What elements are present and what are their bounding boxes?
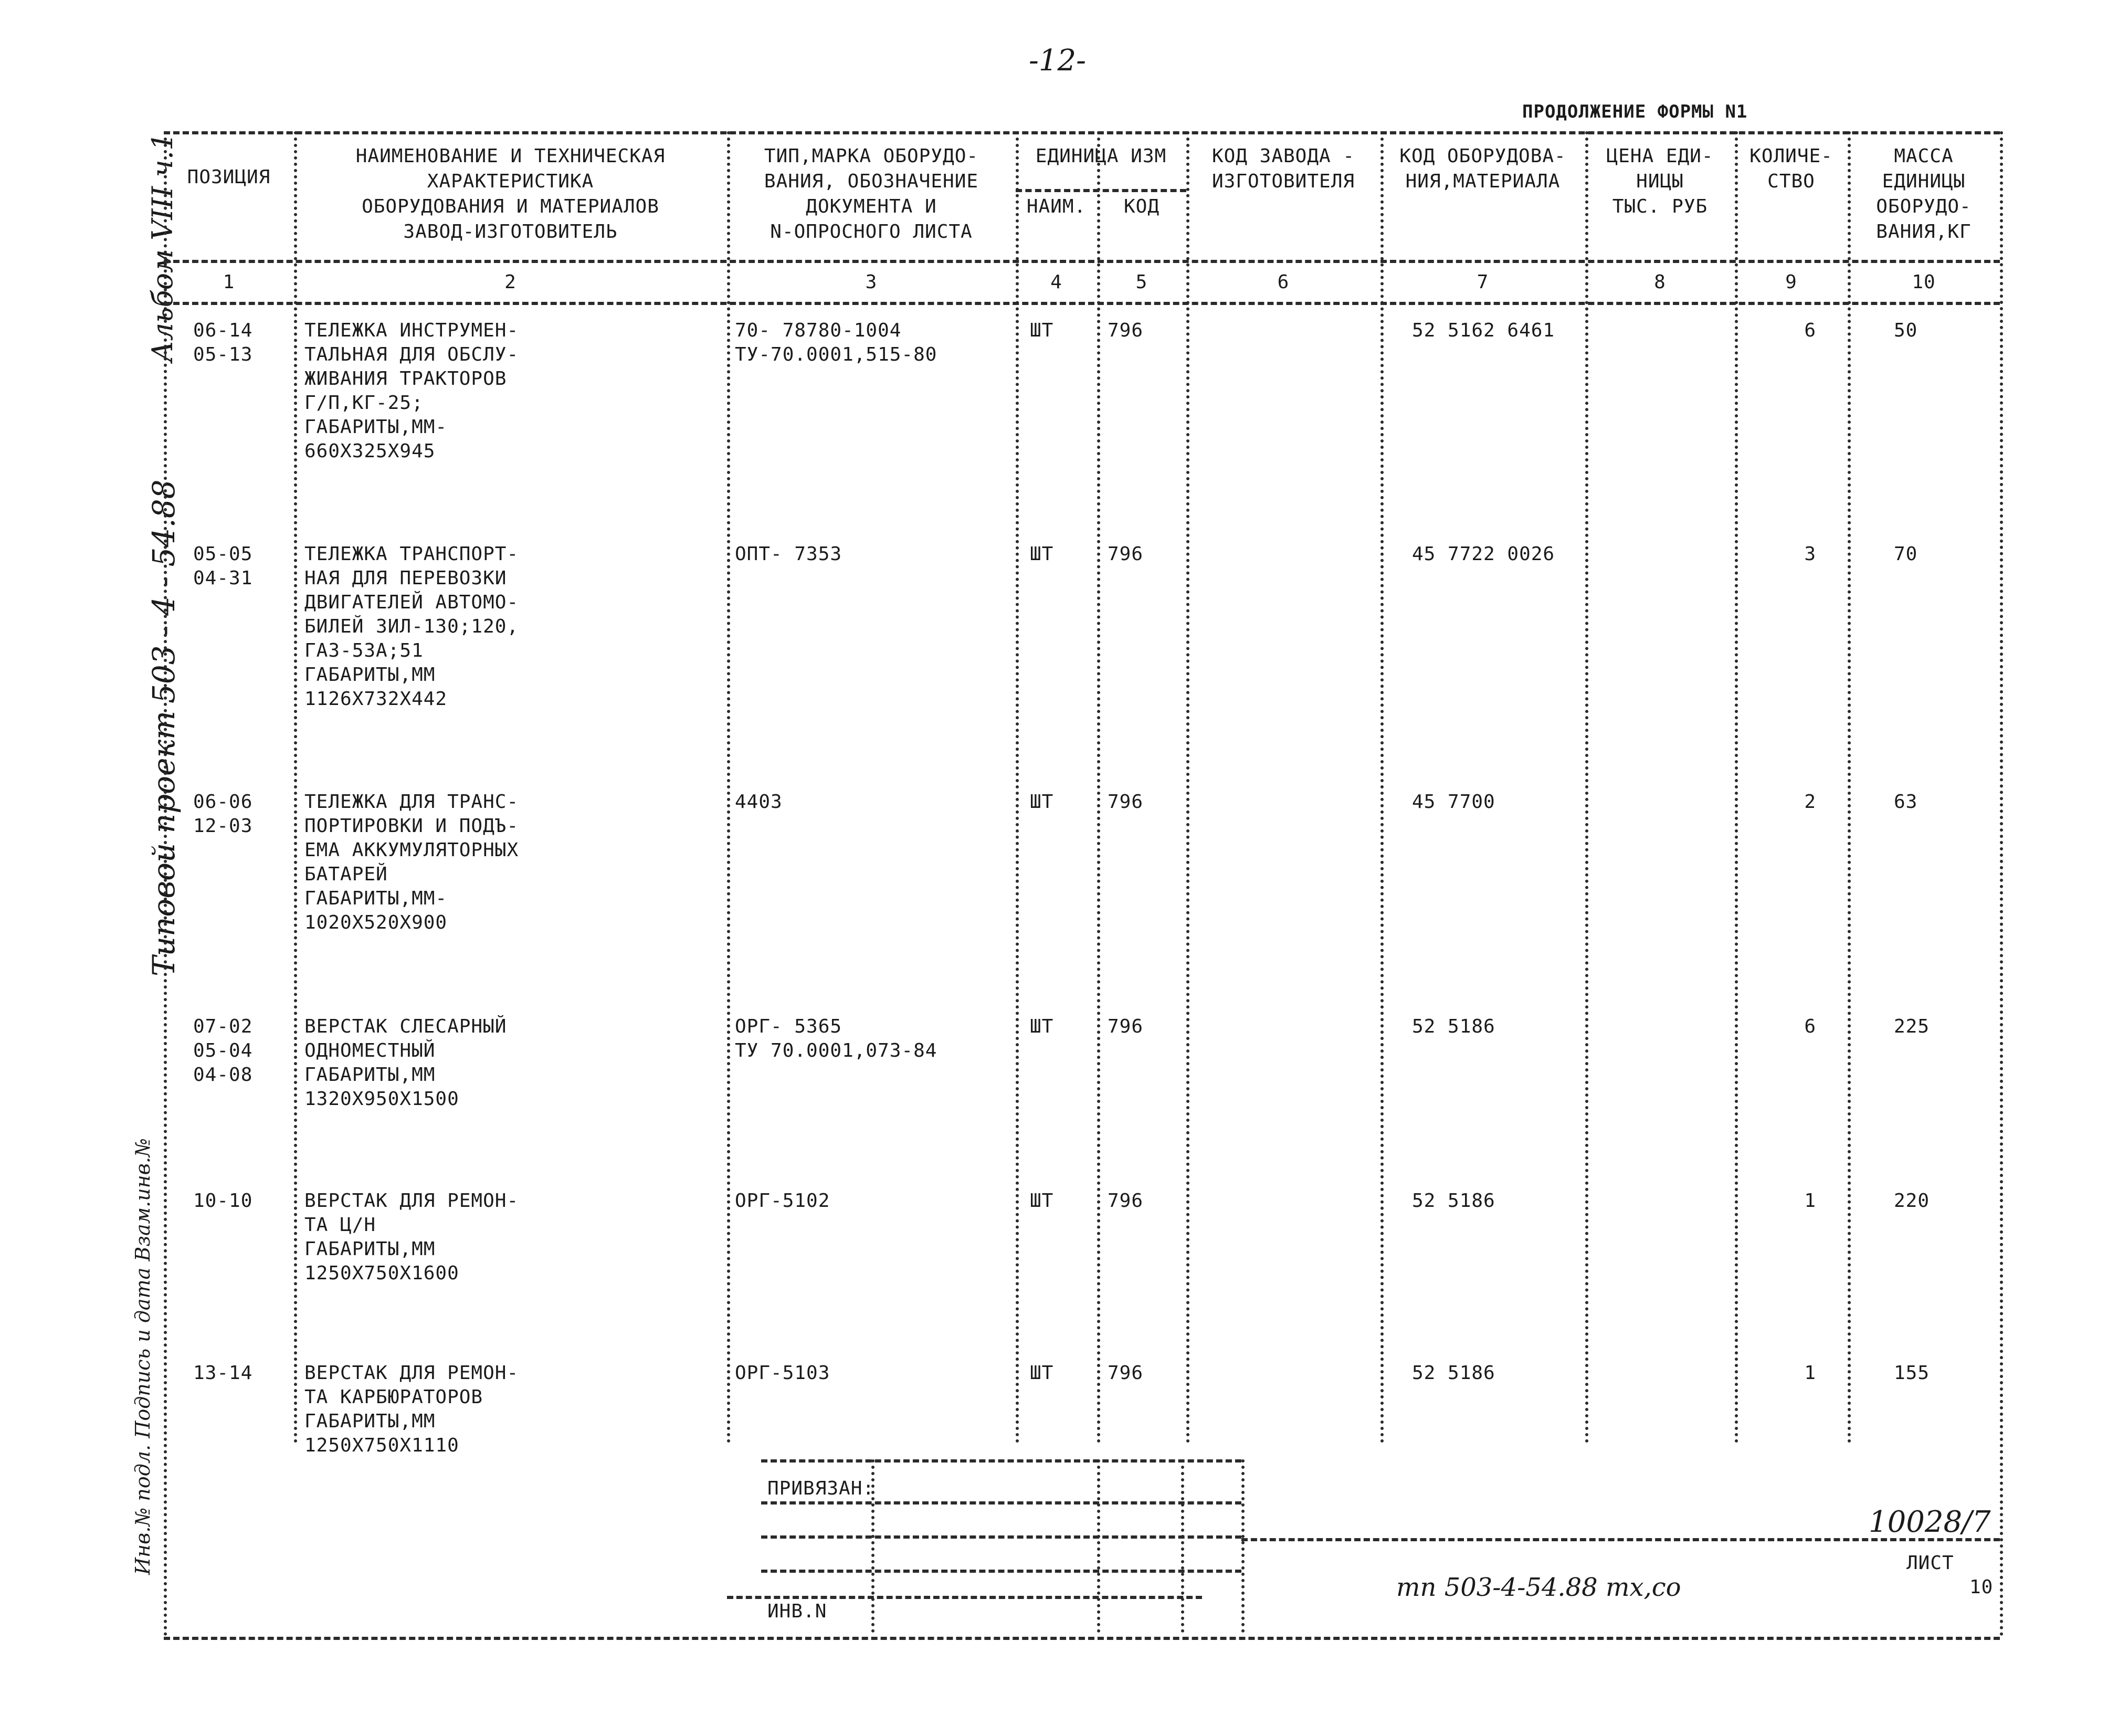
- header-col45-line: ЕДИНИЦА ИЗМ: [1035, 145, 1167, 167]
- table-rule: [727, 1596, 1202, 1599]
- row-position: 05-04: [193, 1040, 253, 1061]
- row-equipment-code: 52 5186: [1412, 1190, 1495, 1212]
- column-number: 8: [1654, 271, 1666, 293]
- row-name: ТАЛЬНАЯ ДЛЯ ОБСЛУ-: [304, 344, 519, 365]
- column-number: 1: [223, 271, 235, 293]
- table-rule: [164, 302, 2000, 305]
- column-number: 6: [1277, 271, 1290, 293]
- row-quantity: 3: [1804, 543, 1816, 565]
- column-divider: [1848, 131, 1851, 1444]
- header-col10-line: ОБОРУДО-: [1876, 196, 1972, 217]
- row-quantity: 1: [1804, 1190, 1816, 1212]
- table-rule: [1016, 189, 1186, 192]
- column-divider: [1097, 131, 1100, 1444]
- column-number: 9: [1785, 271, 1797, 293]
- row-unit: ШТ: [1030, 1190, 1054, 1212]
- row-name: ТЕЛЕЖКА ИНСТРУМЕН-: [304, 320, 519, 341]
- sheet-label: ЛИСТ: [1906, 1552, 1954, 1574]
- table-rule: [761, 1570, 1241, 1573]
- row-name: ГАБАРИТЫ,ММ: [304, 1411, 436, 1432]
- header-col6-line: КОД ЗАВОДА -: [1211, 145, 1355, 167]
- row-name: 1250X750X1110: [304, 1435, 459, 1456]
- column-divider: [1097, 1459, 1100, 1633]
- header-col7-line: НИЯ,МАТЕРИАЛА: [1405, 171, 1561, 192]
- row-quantity: 6: [1804, 1016, 1816, 1037]
- header-col3-line: ТИП,МАРКА ОБОРУДО-: [764, 145, 979, 167]
- row-type: ОРГ- 5365: [735, 1016, 842, 1037]
- header-col10-line: МАССА: [1894, 145, 1954, 167]
- column-divider: [2000, 131, 2003, 1637]
- row-name: ВЕРСТАК ДЛЯ РЕМОН-: [304, 1362, 519, 1384]
- row-name: ЖИВАНИЯ ТРАКТОРОВ: [304, 368, 507, 390]
- header-col6-line: ИЗГОТОВИТЕЛЯ: [1211, 171, 1355, 192]
- column-number: 2: [504, 271, 517, 293]
- row-name: БИЛЕЙ ЗИЛ-130;120,: [304, 616, 519, 637]
- header-col1-line: ПОЗИЦИЯ: [187, 166, 271, 188]
- row-name: БАТАРЕЙ: [304, 864, 388, 885]
- row-mass: 50: [1894, 320, 1918, 341]
- header-col3-line: N-ОПРОСНОГО ЛИСТА: [770, 221, 973, 243]
- row-position: 07-02: [193, 1016, 253, 1037]
- row-unit-code: 796: [1108, 320, 1144, 341]
- row-mass: 63: [1894, 791, 1918, 813]
- row-position: 13-14: [193, 1362, 253, 1384]
- column-number: 7: [1477, 271, 1489, 293]
- handwritten-number: 10028/7: [1869, 1505, 1991, 1539]
- row-unit-code: 796: [1108, 1016, 1144, 1037]
- row-position: 04-31: [193, 567, 253, 589]
- row-name: 1250X750X1600: [304, 1262, 459, 1284]
- column-number: 3: [865, 271, 878, 293]
- row-name: Г/П,КГ-25;: [304, 392, 424, 414]
- bound-label: ПРИВЯЗАН:: [767, 1478, 875, 1499]
- header-col9-line: СТВО: [1767, 171, 1815, 192]
- row-unit: ШТ: [1030, 1016, 1054, 1037]
- row-equipment-code: 52 5162 6461: [1412, 320, 1555, 341]
- header-col2-line: ХАРАКТЕРИСТИКА: [427, 171, 594, 192]
- table-rule: [761, 1501, 1241, 1504]
- header-col2-line: НАИМЕНОВАНИЕ И ТЕХНИЧЕСКАЯ: [355, 145, 666, 167]
- row-equipment-code: 45 7722 0026: [1412, 543, 1555, 565]
- header-col4: НАИМ.: [1026, 196, 1087, 217]
- inventory-label: ИНВ.N: [767, 1601, 827, 1622]
- row-type: ОРГ-5102: [735, 1190, 830, 1212]
- header-col9-line: КОЛИЧЕ-: [1749, 145, 1833, 167]
- row-name: ТЕЛЕЖКА ТРАНСПОРТ-: [304, 543, 519, 565]
- row-unit-code: 796: [1108, 543, 1144, 565]
- column-divider: [1016, 131, 1019, 1444]
- header-col10-line: ВАНИЯ,КГ: [1876, 221, 1972, 243]
- header-col7-line: КОД ОБОРУДОВА-: [1399, 145, 1566, 167]
- header-col10-line: ЕДИНИЦЫ: [1882, 171, 1966, 192]
- column-divider: [1241, 1459, 1245, 1633]
- row-mass: 225: [1894, 1016, 1930, 1037]
- row-unit: ШТ: [1030, 543, 1054, 565]
- row-unit-code: 796: [1108, 791, 1144, 813]
- table-rule: [761, 1459, 1241, 1463]
- column-divider: [1181, 1459, 1184, 1633]
- row-type: 4403: [735, 791, 783, 813]
- page-number: -12-: [1029, 44, 1087, 78]
- row-type: ОПТ- 7353: [735, 543, 842, 565]
- row-name: ЕМА АККУМУЛЯТОРНЫХ: [304, 839, 519, 861]
- row-equipment-code: 45 7700: [1412, 791, 1495, 813]
- row-position: 05-13: [193, 344, 253, 365]
- table-rule: [761, 1535, 1241, 1539]
- row-type: 70- 78780-1004: [735, 320, 902, 341]
- row-name: ОДНОМЕСТНЫЙ: [304, 1040, 436, 1061]
- row-name: ВЕРСТАК ДЛЯ РЕМОН-: [304, 1190, 519, 1212]
- row-name: НАЯ ДЛЯ ПЕРЕВОЗКИ: [304, 567, 507, 589]
- row-name: ПОРТИРОВКИ И ПОДЪ-: [304, 815, 519, 837]
- column-divider: [164, 131, 167, 1637]
- column-number: 5: [1135, 271, 1148, 293]
- column-divider: [1585, 131, 1588, 1444]
- header-col3-line: ДОКУМЕНТА И: [806, 196, 937, 217]
- row-name: ГАЗ-53А;51: [304, 640, 424, 661]
- header-col2-line: ОБОРУДОВАНИЯ И МАТЕРИАЛОВ: [362, 196, 659, 217]
- row-mass: 220: [1894, 1190, 1930, 1212]
- row-type: ОРГ-5103: [735, 1362, 830, 1384]
- row-equipment-code: 52 5186: [1412, 1362, 1495, 1384]
- row-unit-code: 796: [1108, 1362, 1144, 1384]
- sheet-number: 10: [1969, 1576, 1994, 1598]
- side-album: Альбом VIII ч.1: [146, 132, 179, 362]
- row-unit: ШТ: [1030, 320, 1054, 341]
- row-position: 04-08: [193, 1064, 253, 1086]
- column-divider: [1186, 131, 1189, 1444]
- row-position: 05-05: [193, 543, 253, 565]
- document-code: тп 503-4-54.88 тх,со: [1396, 1573, 1681, 1602]
- row-name: ГАБАРИТЫ,ММ: [304, 1238, 436, 1260]
- row-position: 12-03: [193, 815, 253, 837]
- row-type: ТУ-70.0001,515-80: [735, 344, 937, 365]
- row-name: ГАБАРИТЫ,ММ-: [304, 888, 448, 909]
- row-name: ГАБАРИТЫ,ММ: [304, 664, 436, 686]
- row-name: 660X325X945: [304, 440, 436, 462]
- table-rule: [164, 1637, 2000, 1640]
- column-divider: [727, 131, 730, 1444]
- side-stamp: Инв.№ подл. Подпись и дата Взам.инв.№: [131, 1138, 154, 1575]
- row-equipment-code: 52 5186: [1412, 1016, 1495, 1037]
- column-divider: [294, 131, 297, 1444]
- row-name: ГАБАРИТЫ,ММ: [304, 1064, 436, 1086]
- side-project-code: 503 - 4 - 54.88: [146, 479, 182, 703]
- table-rule: [164, 260, 2000, 263]
- row-unit: ШТ: [1030, 791, 1054, 813]
- column-divider: [1380, 131, 1384, 1444]
- row-unit-code: 796: [1108, 1190, 1144, 1212]
- column-number: 4: [1050, 271, 1062, 293]
- row-position: 10-10: [193, 1190, 253, 1212]
- continuation-title: ПРОДОЛЖЕНИЕ ФОРМЫ N1: [1522, 101, 1748, 122]
- header-col2-line: ЗАВОД-ИЗГОТОВИТЕЛЬ: [403, 221, 618, 243]
- row-name: ТА Ц/Н: [304, 1214, 376, 1236]
- row-name: ГАБАРИТЫ,ММ-: [304, 416, 448, 438]
- row-name: ДВИГАТЕЛЕЙ АВТОМО-: [304, 592, 519, 613]
- header-col8-line: ЦЕНА ЕДИ-: [1606, 145, 1714, 167]
- row-type: ТУ 70.0001,073-84: [735, 1040, 937, 1061]
- column-number: 10: [1912, 271, 1936, 293]
- header-col3-line: ВАНИЯ, ОБОЗНАЧЕНИЕ: [764, 171, 979, 192]
- row-name: ТА КАРБЮРАТОРОВ: [304, 1386, 483, 1408]
- row-name: ТЕЛЕЖКА ДЛЯ ТРАНС-: [304, 791, 519, 813]
- row-name: ВЕРСТАК СЛЕСАРНЫЙ: [304, 1016, 507, 1037]
- row-name: 1020X520X900: [304, 912, 448, 933]
- row-quantity: 6: [1804, 320, 1816, 341]
- row-name: 1320X950X1500: [304, 1088, 459, 1110]
- row-unit: ШТ: [1030, 1362, 1054, 1384]
- row-mass: 70: [1894, 543, 1918, 565]
- row-mass: 155: [1894, 1362, 1930, 1384]
- row-position: 06-06: [193, 791, 253, 813]
- row-position: 06-14: [193, 320, 253, 341]
- side-project: Типовой проект: [146, 710, 182, 976]
- row-quantity: 2: [1804, 791, 1816, 813]
- header-col8-line: НИЦЫ: [1636, 171, 1684, 192]
- header-col5: КОД: [1123, 196, 1160, 217]
- header-col8-line: ТЫС. РУБ: [1612, 196, 1708, 217]
- table-rule: [164, 131, 2000, 134]
- row-quantity: 1: [1804, 1362, 1816, 1384]
- row-name: 1126X732X442: [304, 688, 448, 710]
